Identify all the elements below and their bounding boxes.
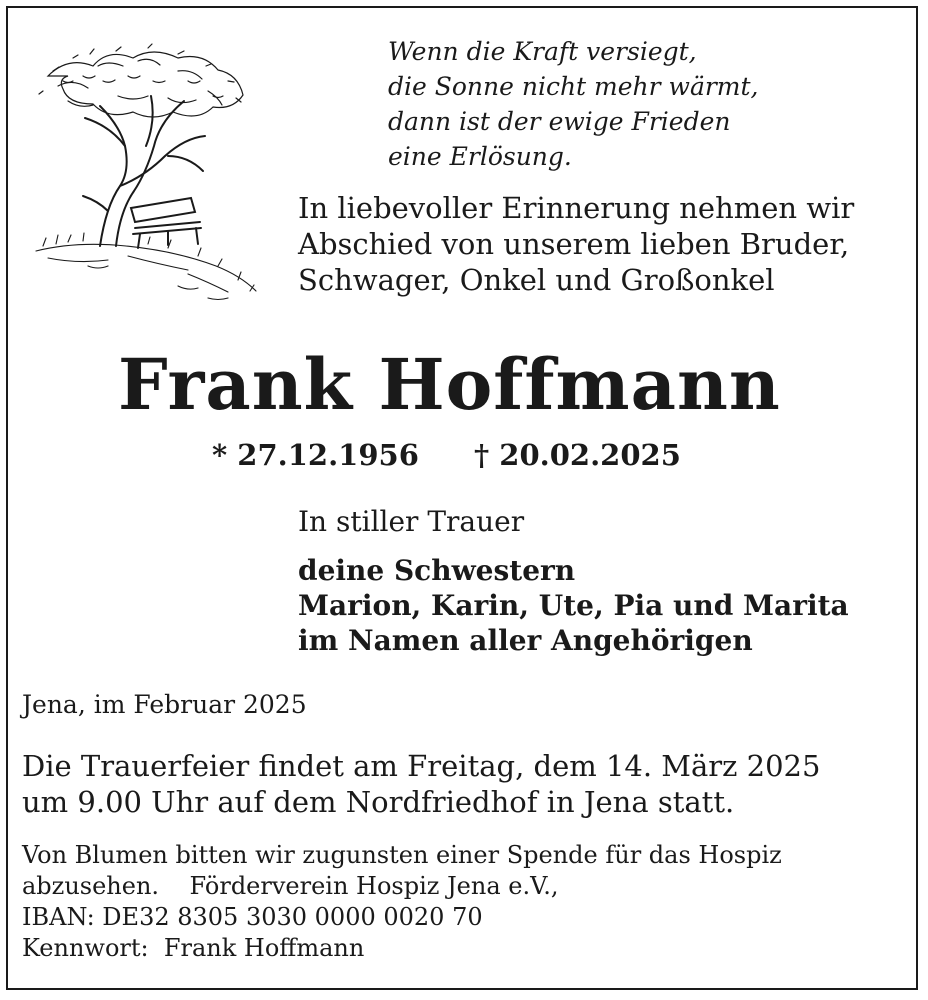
poem-line: eine Erlösung.: [388, 142, 572, 171]
mourning-heading: In stiller Trauer: [298, 505, 525, 538]
tree-canopy: [39, 44, 243, 117]
poem-line: die Sonne nicht mehr wärmt,: [388, 72, 759, 101]
mourners-list: [298, 553, 849, 658]
intro-text: [298, 190, 854, 298]
intro-line: Schwager, Onkel und Großonkel: [298, 263, 775, 297]
ground: [36, 233, 256, 300]
poem: [388, 34, 759, 174]
donation-line: Kennwort: Frank Hoffmann: [22, 934, 365, 962]
deceased-name: Frank Hoffmann: [118, 343, 781, 426]
bench: [131, 198, 201, 248]
mourners-line: Marion, Karin, Ute, Pia und Marita: [298, 589, 849, 622]
ceremony-line: Die Trauerfeier findet am Freitag, dem 14. März 2025: [22, 749, 821, 783]
birth-date: * 27.12.1956: [212, 438, 419, 472]
mourners-line: deine Schwestern: [298, 554, 576, 587]
death-date: † 20.02.2025: [474, 438, 681, 472]
poem-line: dann ist der ewige Frieden: [388, 107, 731, 136]
donation-info: [22, 840, 782, 964]
tree-bench-illustration: [28, 36, 268, 306]
ceremony-info: [22, 748, 820, 820]
place-date: Jena, im Februar 2025: [22, 690, 307, 719]
donation-line: abzusehen. Förderverein Hospiz Jena e.V.,: [22, 872, 559, 900]
intro-line: In liebevoller Erinnerung nehmen wir: [298, 191, 855, 225]
poem-line: Wenn die Kraft versiegt,: [388, 37, 697, 66]
donation-line: IBAN: DE32 8305 3030 0000 0020 70: [22, 903, 483, 931]
donation-line: Von Blumen bitten wir zugunsten einer Spende für das Hospiz: [22, 841, 782, 869]
mourners-line: im Namen aller Angehörigen: [298, 624, 753, 657]
ceremony-line: um 9.00 Uhr auf dem Nordfriedhof in Jena statt.: [22, 785, 735, 819]
intro-line: Abschied von unserem lieben Bruder,: [298, 227, 850, 261]
